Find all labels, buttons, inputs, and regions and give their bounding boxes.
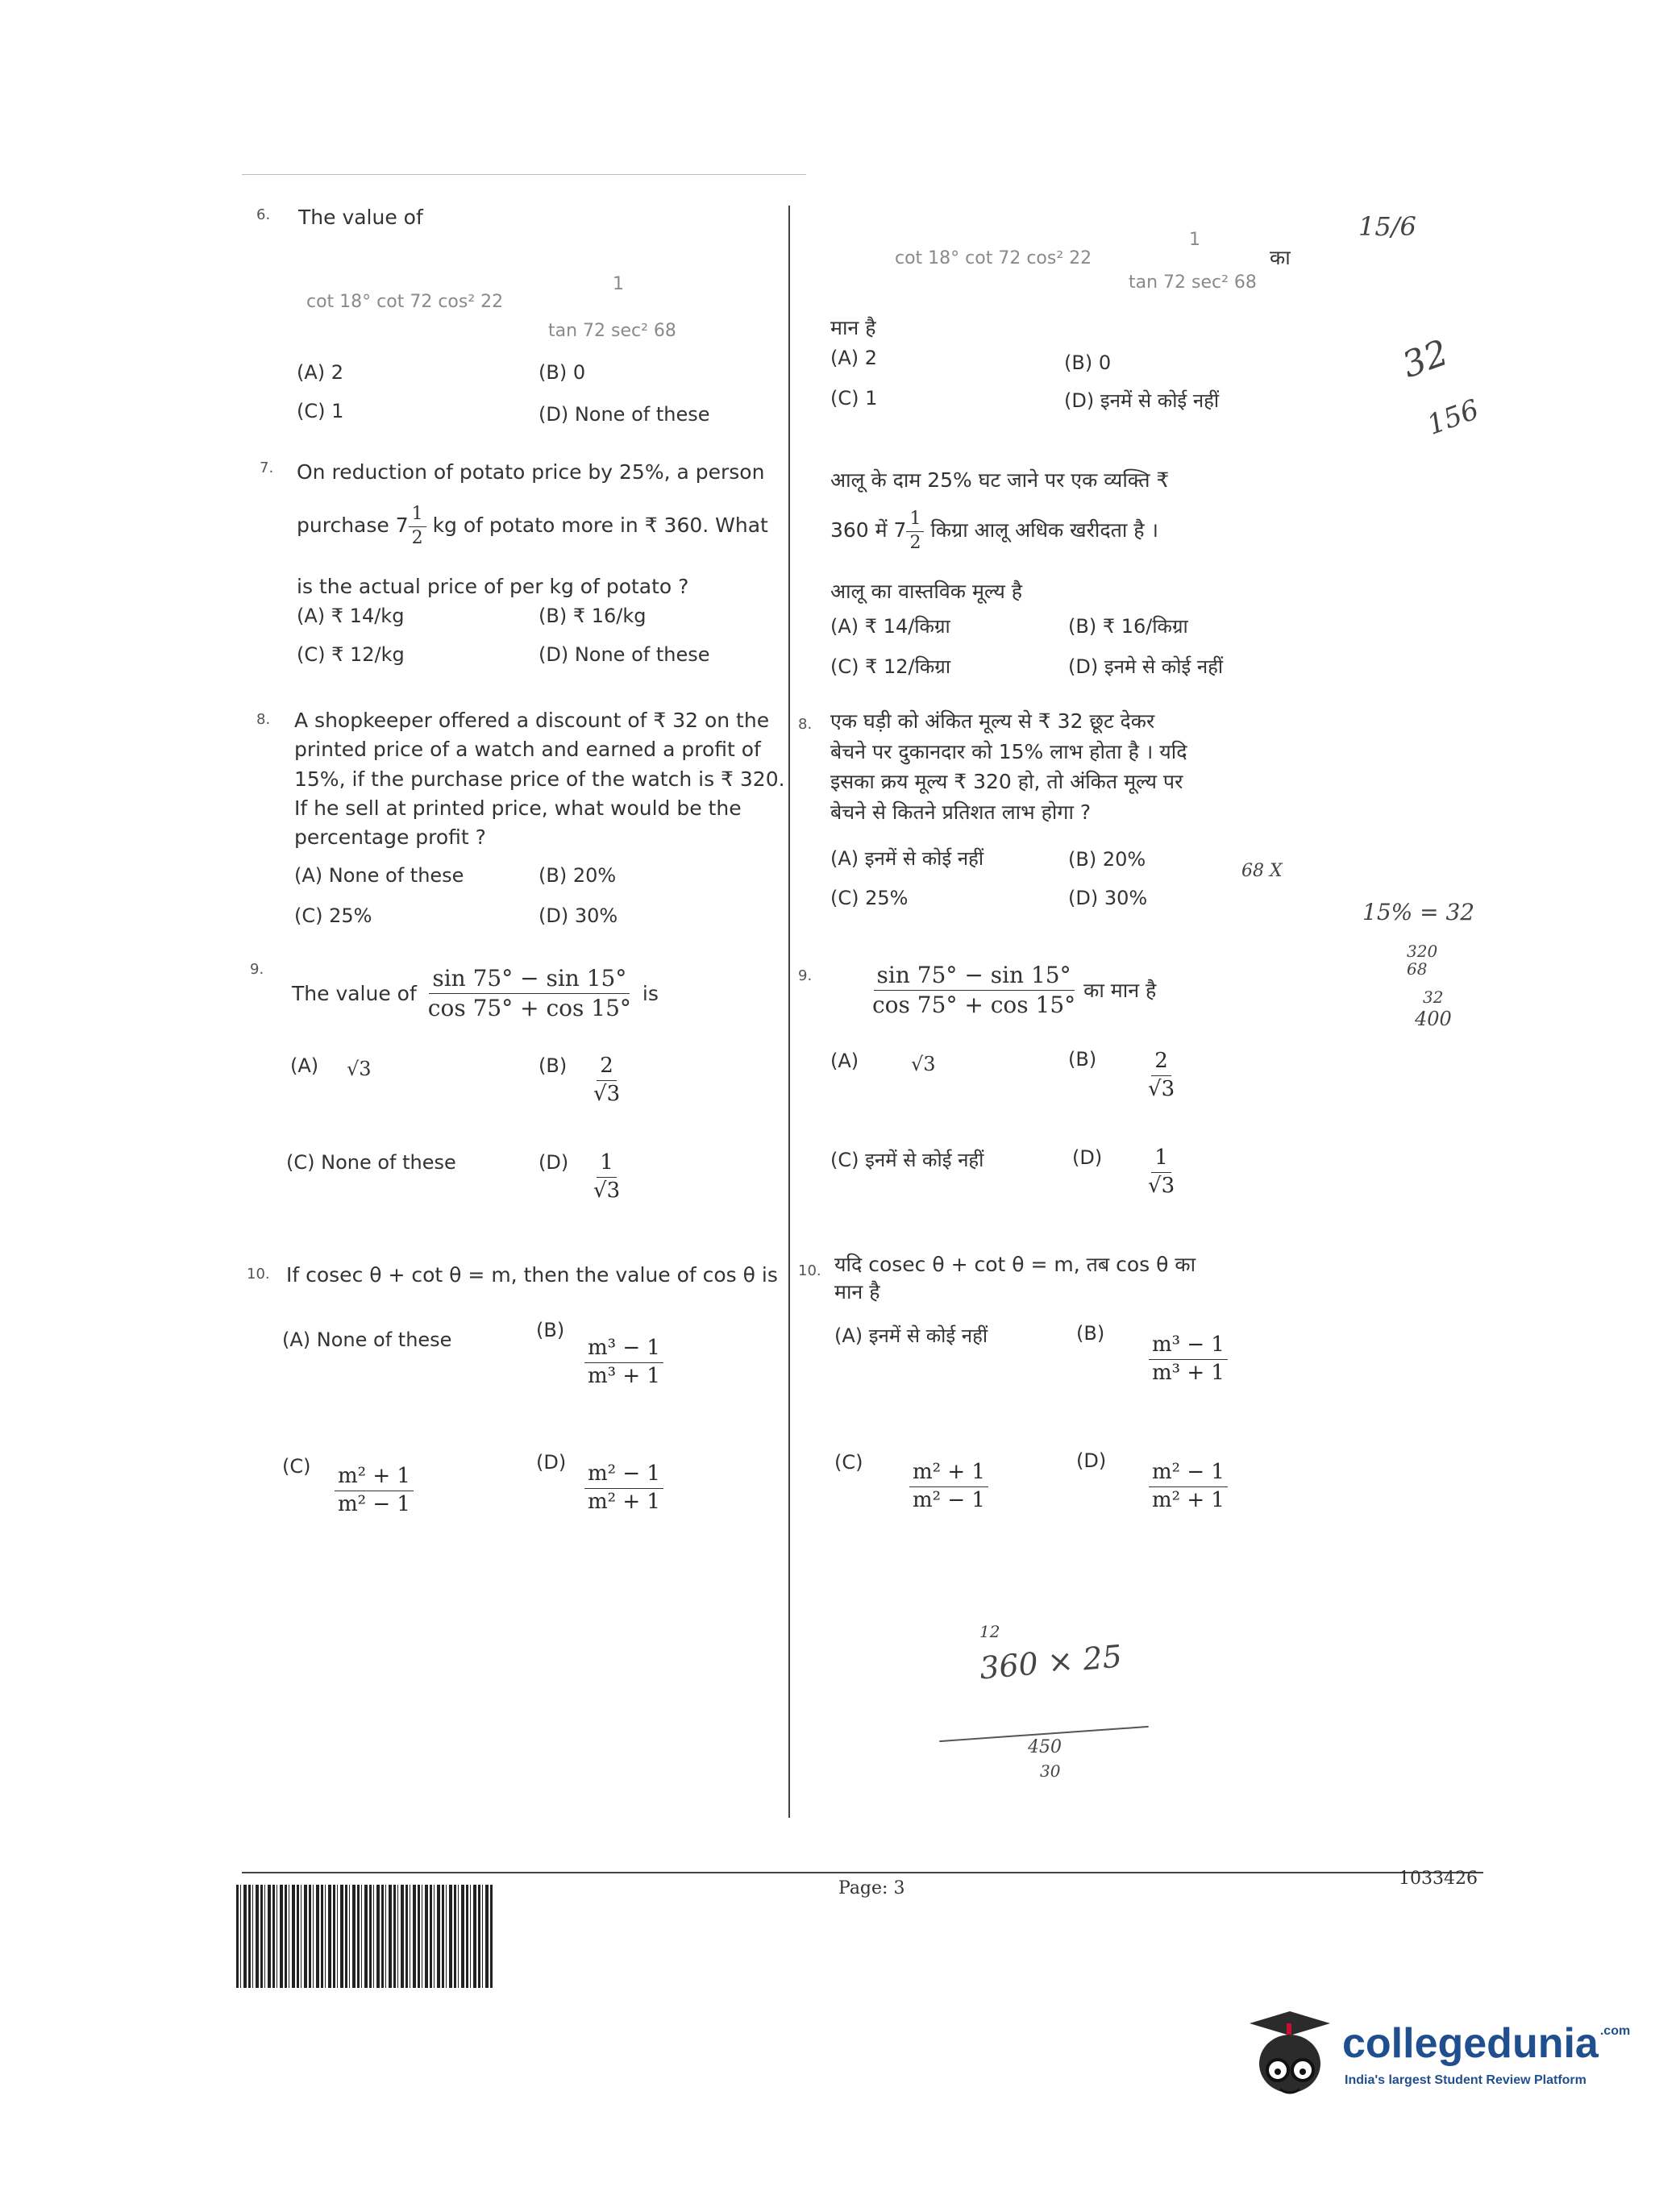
q6-en-option-b: (B) 0 xyxy=(539,361,586,384)
q6-hi-line2: मान है xyxy=(830,316,876,339)
q10-en-option-b-frac: $\frac{\text{m³ − 1}}{\text{m³ + 1}}$ xyxy=(584,1335,663,1391)
q8-hi-option-d: (D) 30% xyxy=(1068,887,1148,909)
q8-en-text: A shopkeeper offered a discount of ₹ 32 on the printed price of a watch and earned a profit of 15%, if the purchase price of the watch is ₹ 320. If he sell at printed price, what would be the percentage profit ? xyxy=(294,709,785,849)
handwriting-note: 400 xyxy=(1415,1008,1452,1030)
q10-hi-option-d-label: (D) xyxy=(1076,1449,1107,1472)
q7-hi-fraction: $\frac{1}{2}$ xyxy=(906,508,924,555)
q8-en-option-a: (A) None of these xyxy=(294,864,464,887)
handwriting-note: 156 xyxy=(1423,393,1483,442)
q7-hi-line2: 360 में 7 $\frac{1}{2}$ किग्रा आलू अधिक खरीदता है । xyxy=(830,508,1158,555)
q9-hi-option-d-label: (D) xyxy=(1072,1146,1103,1169)
q6-hi-faded-expr: cot 18° cot 72 cos² 22 xyxy=(895,248,1092,268)
top-rule xyxy=(242,174,806,175)
q7-number: 7. xyxy=(260,459,274,476)
q6-en-option-c: (C) 1 xyxy=(297,400,344,422)
q7-en-option-b: (B) ₹ 16/kg xyxy=(539,605,647,627)
handwriting-note: 30 xyxy=(1040,1761,1061,1781)
paper-code: 1033426 xyxy=(1399,1869,1478,1889)
q9-hi-option-b-frac: $\frac{2}{√3}$ xyxy=(1148,1049,1175,1101)
q10-en-option-d-frac: $\frac{\text{m² − 1}}{\text{m² + 1}}$ xyxy=(584,1461,663,1516)
q8-hi-text: एक घड़ी को अंकित मूल्य से ₹ 32 छूट देकर बेचने पर दुकानदार को 15% लाभ होता है । यदि इसका क्रय मूल्य ₹ 320 हो, तो अंकित मूल्य पर बेचने से कितने प्रतिशत लाभ होगा ? xyxy=(830,709,1187,824)
collegedunia-mascot-icon xyxy=(1241,2007,1338,2104)
q10-hi-number: 10. xyxy=(798,1262,821,1279)
q8-hi-option-c: (C) 25% xyxy=(830,887,909,909)
q10-en-option-b-label: (B) xyxy=(536,1319,565,1341)
q8-hi-option-a: (A) इनमें से कोई नहीं xyxy=(830,847,984,870)
logo-tagline: India's largest Student Review Platform xyxy=(1345,2073,1586,2087)
bottom-rule xyxy=(242,1872,1483,1873)
q9-en-option-c: (C) None of these xyxy=(286,1151,456,1174)
q7-hi-line1: आलू के दाम 25% घट जाने पर एक व्यक्ति ₹ xyxy=(830,468,1170,492)
q6-en-text: The value of xyxy=(298,206,423,229)
handwriting-note: 450 xyxy=(1028,1737,1062,1757)
handwriting-note: 68 xyxy=(1407,959,1428,979)
q7-hi-option-d: (D) इनमे से कोई नहीं xyxy=(1068,655,1224,678)
q8-en-option-b: (B) 20% xyxy=(539,864,617,887)
q10-hi-option-c-label: (C) xyxy=(834,1451,863,1474)
handwriting-note: 15/6 xyxy=(1358,211,1416,242)
q9-hi-option-d-frac: $\frac{1}{√3}$ xyxy=(1148,1146,1175,1198)
q9-en-option-b-label: (B) xyxy=(539,1054,568,1077)
q6-hi-option-c: (C) 1 xyxy=(830,387,878,410)
q9-en-text: The value of $\frac{\sin 75^\circ - \sin 15^\circ}{\cos 75^\circ + \cos 15^\circ}$ is xyxy=(292,964,659,1024)
q10-hi-option-b-label: (B) xyxy=(1076,1322,1105,1345)
q7-en-option-a: (A) ₹ 14/kg xyxy=(297,605,405,627)
q7-en-line1: On reduction of potato price by 25%, a person xyxy=(297,460,765,484)
q9-hi-option-b-label: (B) xyxy=(1068,1048,1097,1071)
q7-en-option-c: (C) ₹ 12/kg xyxy=(297,643,405,666)
q9-en-option-b-frac: $\frac{2}{√3}$ xyxy=(593,1054,621,1106)
q9-en-option-a-value: √3 xyxy=(347,1058,372,1080)
q9-hi-fraction: $\frac{\sin 75^\circ - \sin 15^\circ}{\cos 75^\circ + \cos 15^\circ}$ xyxy=(872,962,1076,1019)
q6-hi-option-d: (D) इनमें से कोई नहीं xyxy=(1064,389,1220,412)
q9-hi-option-a-value: √3 xyxy=(911,1053,936,1075)
q9-en-fraction: $\frac{\sin 75^\circ - \sin 15^\circ}{\cos 75^\circ + \cos 15^\circ}$ xyxy=(427,965,631,1022)
handwriting-note: 12 xyxy=(979,1622,1000,1641)
q6-hi-frac-num: 1 xyxy=(1189,230,1200,250)
q8-hi-number: 8. xyxy=(798,716,813,733)
barcode xyxy=(236,1885,494,1988)
handwriting-note: 15% = 32 xyxy=(1362,899,1475,925)
handwriting-note: 32 xyxy=(1423,988,1444,1007)
q10-en-option-a: (A) None of these xyxy=(282,1328,452,1351)
q10-en-option-c-label: (C) xyxy=(282,1455,311,1478)
handwriting-note: 360 × 25 xyxy=(978,1638,1124,1686)
column-divider xyxy=(788,206,790,1818)
q6-hi-faded-denom: tan 72 sec² 68 xyxy=(1129,272,1257,293)
q9-en-option-a-label: (A) xyxy=(290,1054,319,1077)
q10-hi-text: यदि cosec θ + cot θ = m, तब cos θ का मान है xyxy=(834,1253,1196,1304)
q6-hi-option-a: (A) 2 xyxy=(830,347,878,369)
q10-en-option-c-frac: $\frac{\text{m² + 1}}{\text{m² − 1}}$ xyxy=(335,1463,414,1519)
q9-en-option-d-label: (D) xyxy=(539,1151,569,1174)
q9-hi-option-a-label: (A) xyxy=(830,1050,859,1072)
q10-number: 10. xyxy=(247,1266,270,1283)
q10-hi-option-d-frac: $\frac{\text{m² − 1}}{\text{m² + 1}}$ xyxy=(1149,1459,1228,1515)
q10-en-option-d-label: (D) xyxy=(536,1451,567,1474)
q9-en-option-d-frac: $\frac{1}{√3}$ xyxy=(593,1150,621,1203)
q7-hi-option-c: (C) ₹ 12/किग्रा xyxy=(830,655,951,678)
q10-en-text: If cosec θ + cot θ = m, then the value of cos θ is xyxy=(286,1263,778,1287)
q9-hi-option-c: (C) इनमें से कोई नहीं xyxy=(830,1149,984,1171)
q7-hi-option-b: (B) ₹ 16/किग्रा xyxy=(1068,615,1188,638)
q6-en-frac-num: 1 xyxy=(613,274,624,294)
q7-en-fraction: $\frac{1}{2}$ xyxy=(409,503,426,550)
q7-hi-line3: आलू का वास्तविक मूल्य है xyxy=(830,580,1023,603)
q6-hi-option-b: (B) 0 xyxy=(1064,351,1112,374)
q6-en-option-d: (D) None of these xyxy=(539,403,710,426)
q6-en-option-a: (A) 2 xyxy=(297,361,344,384)
q10-hi-option-b-frac: $\frac{\text{m³ − 1}}{\text{m³ + 1}}$ xyxy=(1149,1332,1228,1387)
q10-hi-option-c-frac: $\frac{\text{m² + 1}}{\text{m² − 1}}$ xyxy=(909,1459,988,1515)
collegedunia-logo: collegedunia .com xyxy=(1342,2020,1631,2067)
q9-hi-number: 9. xyxy=(798,967,813,984)
q6-number: 6. xyxy=(256,206,271,223)
page-number: Page: 3 xyxy=(838,1878,905,1898)
q6-en-faded-denom: tan 72 sec² 68 xyxy=(548,321,676,341)
q8-en-option-d: (D) 30% xyxy=(539,904,618,927)
q6-en-faded-expr: cot 18° cot 72 cos² 22 xyxy=(306,292,504,312)
q6-hi-tail: का xyxy=(1270,246,1291,269)
q7-en-option-d: (D) None of these xyxy=(539,643,710,666)
q7-en-line3: is the actual price of per kg of potato ? xyxy=(297,575,689,598)
q7-hi-option-a: (A) ₹ 14/किग्रा xyxy=(830,615,950,638)
handwriting-note: 32 xyxy=(1396,331,1454,387)
q8-hi-option-b: (B) 20% xyxy=(1068,848,1146,871)
q10-hi-option-a: (A) इनमें से कोई नहीं xyxy=(834,1324,988,1347)
q8-number: 8. xyxy=(256,711,271,728)
q7-en-line2: purchase 7 $\frac{1}{2}$ kg of potato more in ₹ 360. What xyxy=(297,503,768,550)
q9-number: 9. xyxy=(250,961,264,978)
q9-hi-text: $\frac{\sin 75^\circ - \sin 15^\circ}{\cos 75^\circ + \cos 15^\circ}$ का मान है xyxy=(869,961,1156,1021)
q8-en-option-c: (C) 25% xyxy=(294,904,372,927)
handwriting-note: 320 xyxy=(1407,942,1438,961)
handwriting-note: 68 X xyxy=(1241,861,1283,881)
